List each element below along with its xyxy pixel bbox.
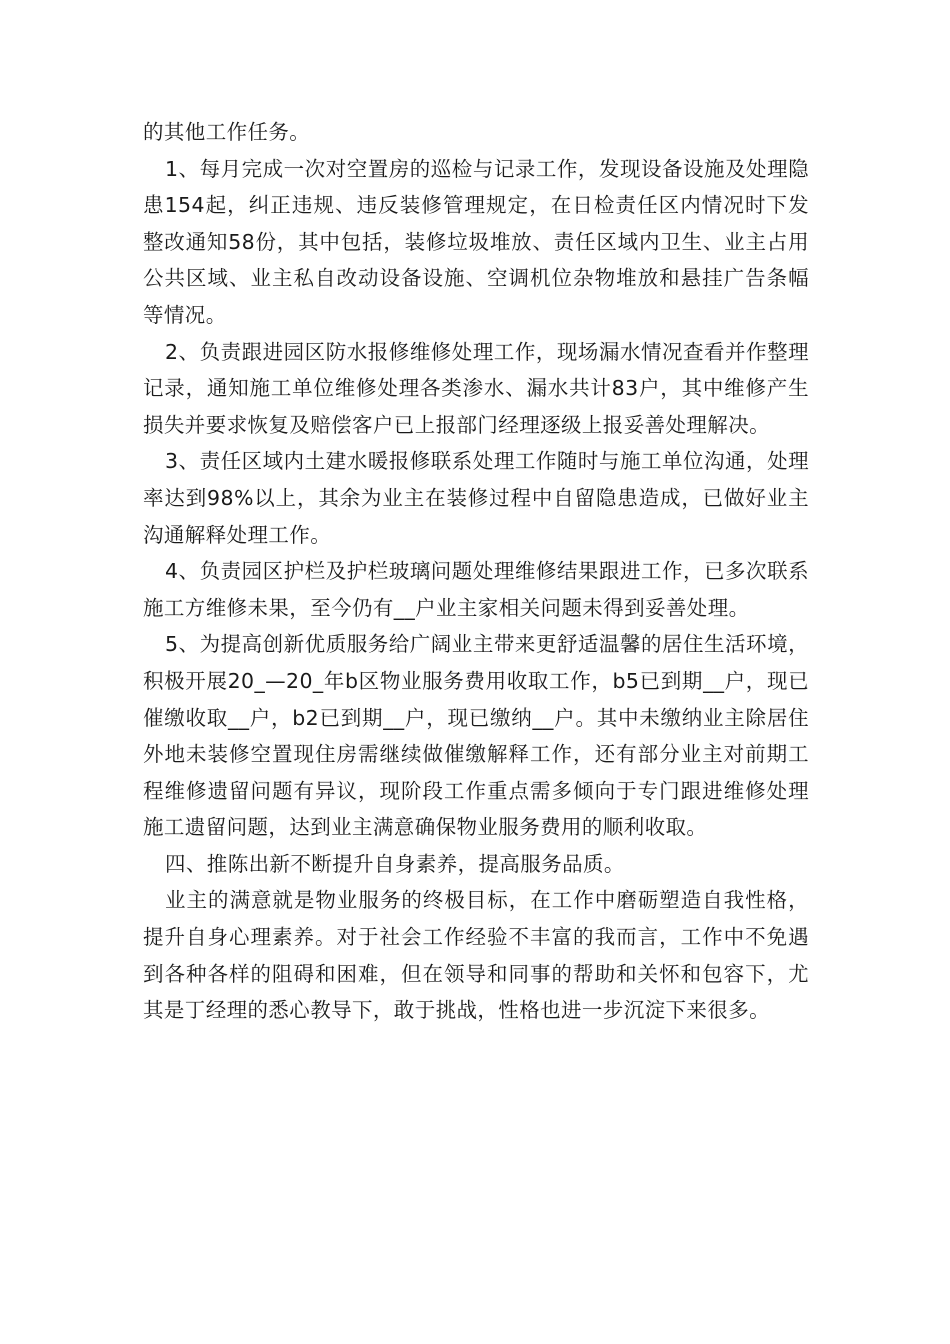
paragraph-item-5: 5、为提高创新优质服务给广阔业主带来更舒适温馨的居住生活环境，积极开展20_—20_年b区物业服务费用收取工作，b5已到期__户，现已催缴收取__户，b2已到期__户，现已缴纳__户。其中未缴纳业主除居住外地未装修空置现住房需继续做催缴解释工作，还有部分业主对前期工程维修遗留问题有异议，现阶段工作重点需多倾向于专门跟进维修处理施工遗留问题，达到业主满意确保物业服务费用的顺利收取。: [143, 632, 809, 840]
paragraph-closing: 业主的满意就是物业服务的终极目标，在工作中磨砺塑造自我性格，提升自身心理素养。对于社会工作经验不丰富的我而言，工作中不免遇到各种各样的阻碍和困难，但在领导和同事的帮助和关怀和包容下，尤其是丁经理的悉心教导下，敢于挑战，性格也进一步沉淀下来很多。: [143, 888, 809, 1023]
paragraph-item-2: 2、负责跟进园区防水报修维修处理工作，现场漏水情况查看并作整理记录，通知施工单位维修处理各类渗水、漏水共计83户，其中维修产生损失并要求恢复及赔偿客户已上报部门经理逐级上报妥善处理解决。: [143, 339, 809, 437]
paragraph-item-1: 1、每月完成一次对空置房的巡检与记录工作，发现设备设施及处理隐患154起，纠正违规、违反装修管理规定，在日检责任区内情况时下发整改通知58份，其中包括，装修垃圾堆放、责任区域内卫生、业主占用公共区域、业主私自改动设备设施、空调机位杂物堆放和悬挂广告条幅等情况。: [143, 156, 809, 327]
paragraph-continuation: 的其他工作任务。: [143, 120, 311, 144]
section-heading-four: 四、推陈出新不断提升自身素养，提高服务品质。: [165, 851, 625, 876]
paragraph-item-4: 4、负责园区护栏及护栏玻璃问题处理维修结果跟进工作，已多次联系施工方维修未果，至今仍有__户业主家相关问题未得到妥善处理。: [143, 559, 809, 620]
document-body: [143, 114, 809, 1029]
paragraph-item-3: 3、责任区域内土建水暖报修联系处理工作随时与施工单位沟通，处理率达到98%以上，其余为业主在装修过程中自留隐患造成，已做好业主沟通解释处理工作。: [143, 449, 809, 547]
